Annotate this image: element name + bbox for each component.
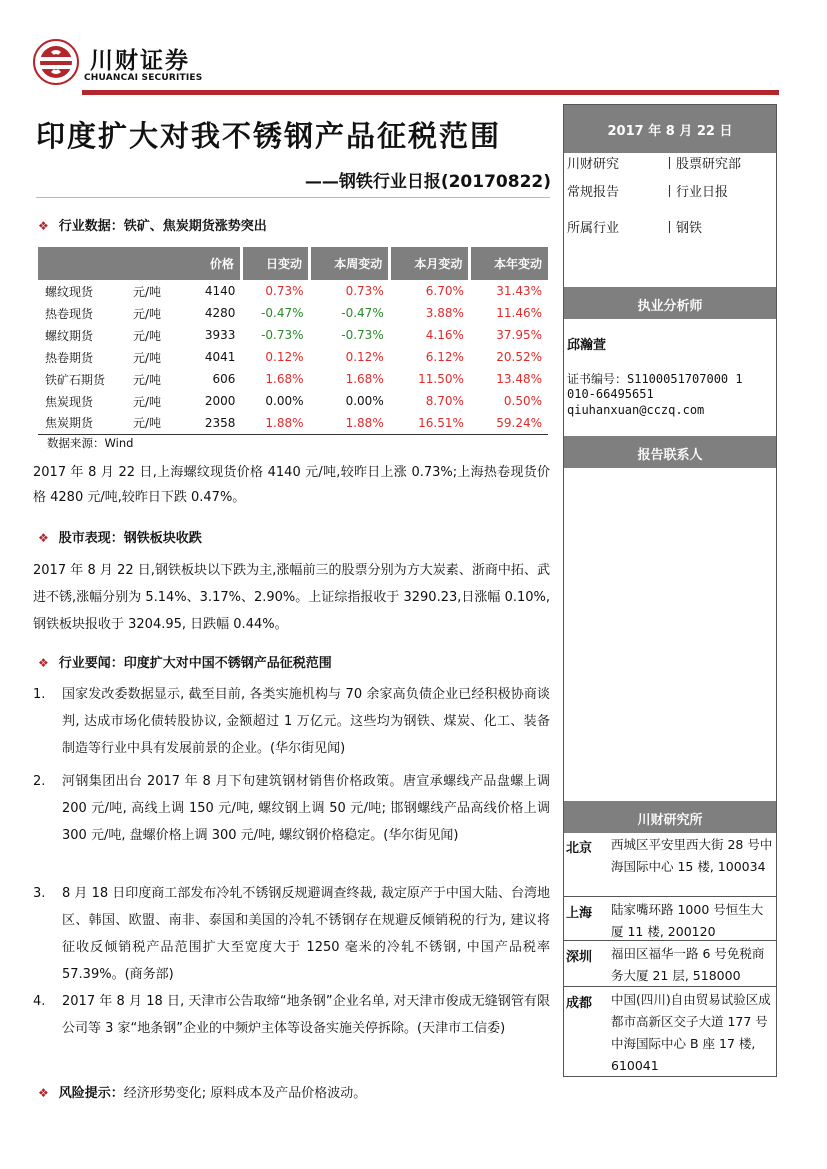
row-year-change: 37.95% — [496, 328, 542, 342]
institute-header: 川财研究所 — [564, 801, 776, 833]
row-price: 2358 — [190, 412, 241, 434]
row-day-change: 1.88% — [241, 412, 309, 434]
news-text: 国家发改委数据显示, 截至目前, 各类实施机构与 70 余家高负债企业已经积极协商谈判, 达成市场化债转股协议, 金额超过 1 万亿元。这些均为钢铁、煤炭、化工、装备制造等行业中具有发展前景的企业。(华尔街见闻) — [62, 687, 550, 756]
table-row — [38, 302, 548, 324]
section-risk-warning — [38, 1082, 366, 1101]
paragraph-stock-summary: 2017 年 8 月 22 日,钢铁板块以下跌为主,涨幅前三的股票分别为方大炭素、浙商中拓、武进不锈,涨幅分别为 5.14%、3.17%、2.90%。上证综指报收于 3290.23,日涨幅 0.10%, 钢铁板块报收于 3204.95, 日跌幅 0.44%。 — [33, 563, 550, 632]
office-city: 深圳 — [566, 950, 593, 965]
row-year-change: 20.52% — [496, 350, 542, 364]
row-price: 606 — [212, 372, 236, 386]
office-divider — [564, 986, 776, 987]
row-price: 4041 — [204, 350, 236, 364]
header-divider — [82, 90, 779, 95]
meta-key: 川财研究 — [567, 157, 620, 172]
row-week-change: -0.73% — [341, 328, 384, 342]
analyst-certificate: 证书编号：S1100051707000 1 — [567, 372, 743, 386]
row-name: 铁矿石期货 — [45, 372, 106, 387]
row-year-change: 31.43% — [496, 284, 542, 298]
row-unit: 元/吨 — [130, 412, 190, 434]
table-row — [38, 280, 548, 302]
office-address: 中国(四川)自由贸易试验区成都市高新区交子大道 177 号中海国际中心 B 座 17 楼, 610041 — [611, 992, 771, 1073]
diamond-bullet-icon: ❖ — [38, 1086, 49, 1100]
row-name: 焦炭现货 — [45, 394, 94, 409]
row-unit: 元/吨 — [133, 328, 162, 343]
row-price: 3933 — [204, 328, 236, 342]
analyst-phone: 010-66495651 — [567, 387, 654, 401]
row-name: 热卷期货 — [45, 350, 94, 365]
news-text: 河钢集团出台 2017 年 8 月下旬建筑钢材销售价格政策。唐宣承螺线产品盘螺上调 200 元/吨, 高线上调 150 元/吨, 螺纹钢上调 50 元/吨; 邯钢螺线产品高线价格上调 300 元/吨, 盘螺价格上调 300 元/吨, 螺纹钢价格稳定。(华尔街见闻) — [62, 774, 550, 843]
table-header-price: 价格 — [190, 247, 241, 280]
row-unit: 元/吨 — [133, 350, 162, 365]
section-label: 风险提示： — [58, 1086, 124, 1101]
meta-row — [567, 217, 702, 236]
data-source: 数据来源：Wind — [47, 436, 134, 450]
row-week-change: 1.88% — [310, 412, 390, 434]
sidebar — [563, 104, 777, 1077]
row-week-change: 1.68% — [345, 372, 384, 386]
row-month-change: 8.70% — [425, 394, 464, 408]
meta-value: 丨股票研究部 — [663, 157, 742, 172]
row-day-change: 0.73% — [265, 284, 304, 298]
section-text: 铁矿、焦炭期货涨势突出 — [123, 219, 267, 234]
meta-row — [567, 153, 741, 172]
row-unit: 元/吨 — [133, 284, 162, 299]
paragraph-price-summary: 2017 年 8 月 22 日,上海螺纹现货价格 4140 元/吨,较昨日上涨 0.73%;上海热卷现货价格 4280 元/吨,较昨日下跌 0.47%。 — [33, 465, 550, 505]
row-day-change: 0.12% — [265, 350, 304, 364]
news-text: 2017 年 8 月 18 日, 天津市公告取缔“地条钢”企业名单, 对天津市俊成无缝钢管有限公司等 3 家“地条钢”企业的中频炉主体等设备实施关停拆除。(天津市工信委) — [62, 994, 550, 1036]
table-header-row — [38, 247, 548, 280]
row-day-change: -0.47% — [261, 306, 304, 320]
contact-header: 报告联系人 — [564, 436, 776, 468]
price-table — [38, 247, 548, 435]
row-week-change: 0.12% — [345, 350, 384, 364]
row-price: 4280 — [204, 306, 236, 320]
row-week-change: 0.00% — [345, 394, 384, 408]
table-header-week: 本周变动 — [310, 247, 390, 280]
logo-english-name: CHUANCAI SECURITIES — [84, 73, 203, 83]
section-label: 行业要闻： — [58, 656, 124, 671]
table-header-day: 日变动 — [241, 247, 309, 280]
table-header-blank — [38, 247, 190, 280]
row-name: 螺纹现货 — [45, 284, 94, 299]
row-name: 焦炭期货 — [38, 412, 130, 434]
row-month-change: 6.70% — [425, 284, 464, 298]
office-address: 西城区平安里西大街 28 号中海国际中心 15 楼, 100034 — [611, 837, 773, 874]
section-industry-data — [38, 215, 267, 234]
section-industry-news — [38, 652, 332, 671]
analyst-name: 邱瀚萱 — [567, 338, 607, 353]
section-text: 经济形势变化; 原料成本及产品价格波动。 — [123, 1086, 367, 1101]
section-label: 行业数据： — [58, 219, 124, 234]
row-day-change: 1.68% — [265, 372, 304, 386]
chuancai-logo-icon — [33, 39, 79, 85]
row-month-change: 16.51% — [390, 412, 470, 434]
meta-value: 丨行业日报 — [663, 185, 729, 200]
row-year-change: 59.24% — [470, 412, 548, 434]
table-row — [38, 368, 548, 390]
office-city: 成都 — [566, 996, 593, 1011]
row-day-change: 0.00% — [265, 394, 304, 408]
meta-key: 所属行业 — [567, 221, 620, 236]
section-text: 钢铁板块收跌 — [123, 531, 202, 546]
row-month-change: 3.88% — [425, 306, 464, 320]
report-title: 印度扩大对我不锈钢产品征税范围 — [36, 119, 502, 153]
logo-chinese-name: 川财证券 — [90, 48, 190, 74]
table-header-year: 本年变动 — [470, 247, 548, 280]
row-day-change: -0.73% — [261, 328, 304, 342]
row-month-change: 11.50% — [418, 372, 464, 386]
row-name: 螺纹期货 — [45, 328, 94, 343]
table-row — [38, 346, 548, 368]
news-number: 3. — [33, 886, 46, 901]
section-text: 印度扩大对中国不锈钢产品征税范围 — [123, 656, 332, 671]
diamond-bullet-icon: ❖ — [38, 531, 49, 545]
office-beijing — [564, 833, 776, 897]
office-city: 北京 — [566, 841, 593, 856]
meta-row — [567, 181, 728, 200]
section-stock-performance — [38, 527, 202, 546]
row-unit: 元/吨 — [133, 306, 162, 321]
analyst-email[interactable]: qiuhanxuan@cczq.com — [567, 403, 705, 417]
row-week-change: 0.73% — [345, 284, 384, 298]
diamond-bullet-icon: ❖ — [38, 219, 49, 233]
row-month-change: 6.12% — [425, 350, 464, 364]
office-divider — [564, 896, 776, 897]
row-week-change: -0.47% — [341, 306, 384, 320]
news-number: 2. — [33, 774, 46, 789]
report-date: 2017 年 8 月 22 日 — [564, 105, 776, 153]
row-year-change: 11.46% — [496, 306, 542, 320]
row-unit: 元/吨 — [133, 394, 162, 409]
table-header-month: 本月变动 — [390, 247, 470, 280]
row-unit: 元/吨 — [133, 372, 162, 387]
row-price: 4140 — [204, 284, 236, 298]
news-number: 4. — [33, 994, 46, 1009]
office-address: 福田区福华一路 6 号免税商务大厦 21 层, 518000 — [611, 946, 765, 983]
table-row — [38, 390, 548, 412]
meta-key: 常规报告 — [567, 185, 620, 200]
diamond-bullet-icon: ❖ — [38, 656, 49, 670]
row-year-change: 0.50% — [503, 394, 542, 408]
row-price: 2000 — [204, 394, 236, 408]
report-subtitle: ——钢铁行业日报(20170822) — [304, 172, 551, 192]
office-city: 上海 — [566, 906, 593, 921]
table-row — [38, 324, 548, 346]
office-address: 陆家嘴环路 1000 号恒生大厦 11 楼, 200120 — [611, 902, 764, 939]
office-divider — [564, 940, 776, 941]
analyst-header: 执业分析师 — [564, 287, 776, 319]
row-year-change: 13.48% — [496, 372, 542, 386]
table-row — [38, 412, 548, 434]
meta-value: 丨钢铁 — [663, 221, 703, 236]
news-number: 1. — [33, 687, 46, 702]
title-divider — [36, 197, 550, 198]
section-label: 股市表现： — [58, 531, 124, 546]
row-name: 热卷现货 — [45, 306, 94, 321]
news-text: 8 月 18 日印度商工部发布冷轧不锈钢反规避调查终裁, 裁定原产于中国大陆、台湾地区、韩国、欧盟、南非、泰国和美国的冷轧不锈钢存在规避反倾销税的行为, 建议将征收反倾销税产品范围扩大至宽度大于 1250 毫米的冷轧不锈钢, 中国产品税率 57.39%。(商务部) — [62, 886, 550, 982]
row-month-change: 4.16% — [425, 328, 464, 342]
